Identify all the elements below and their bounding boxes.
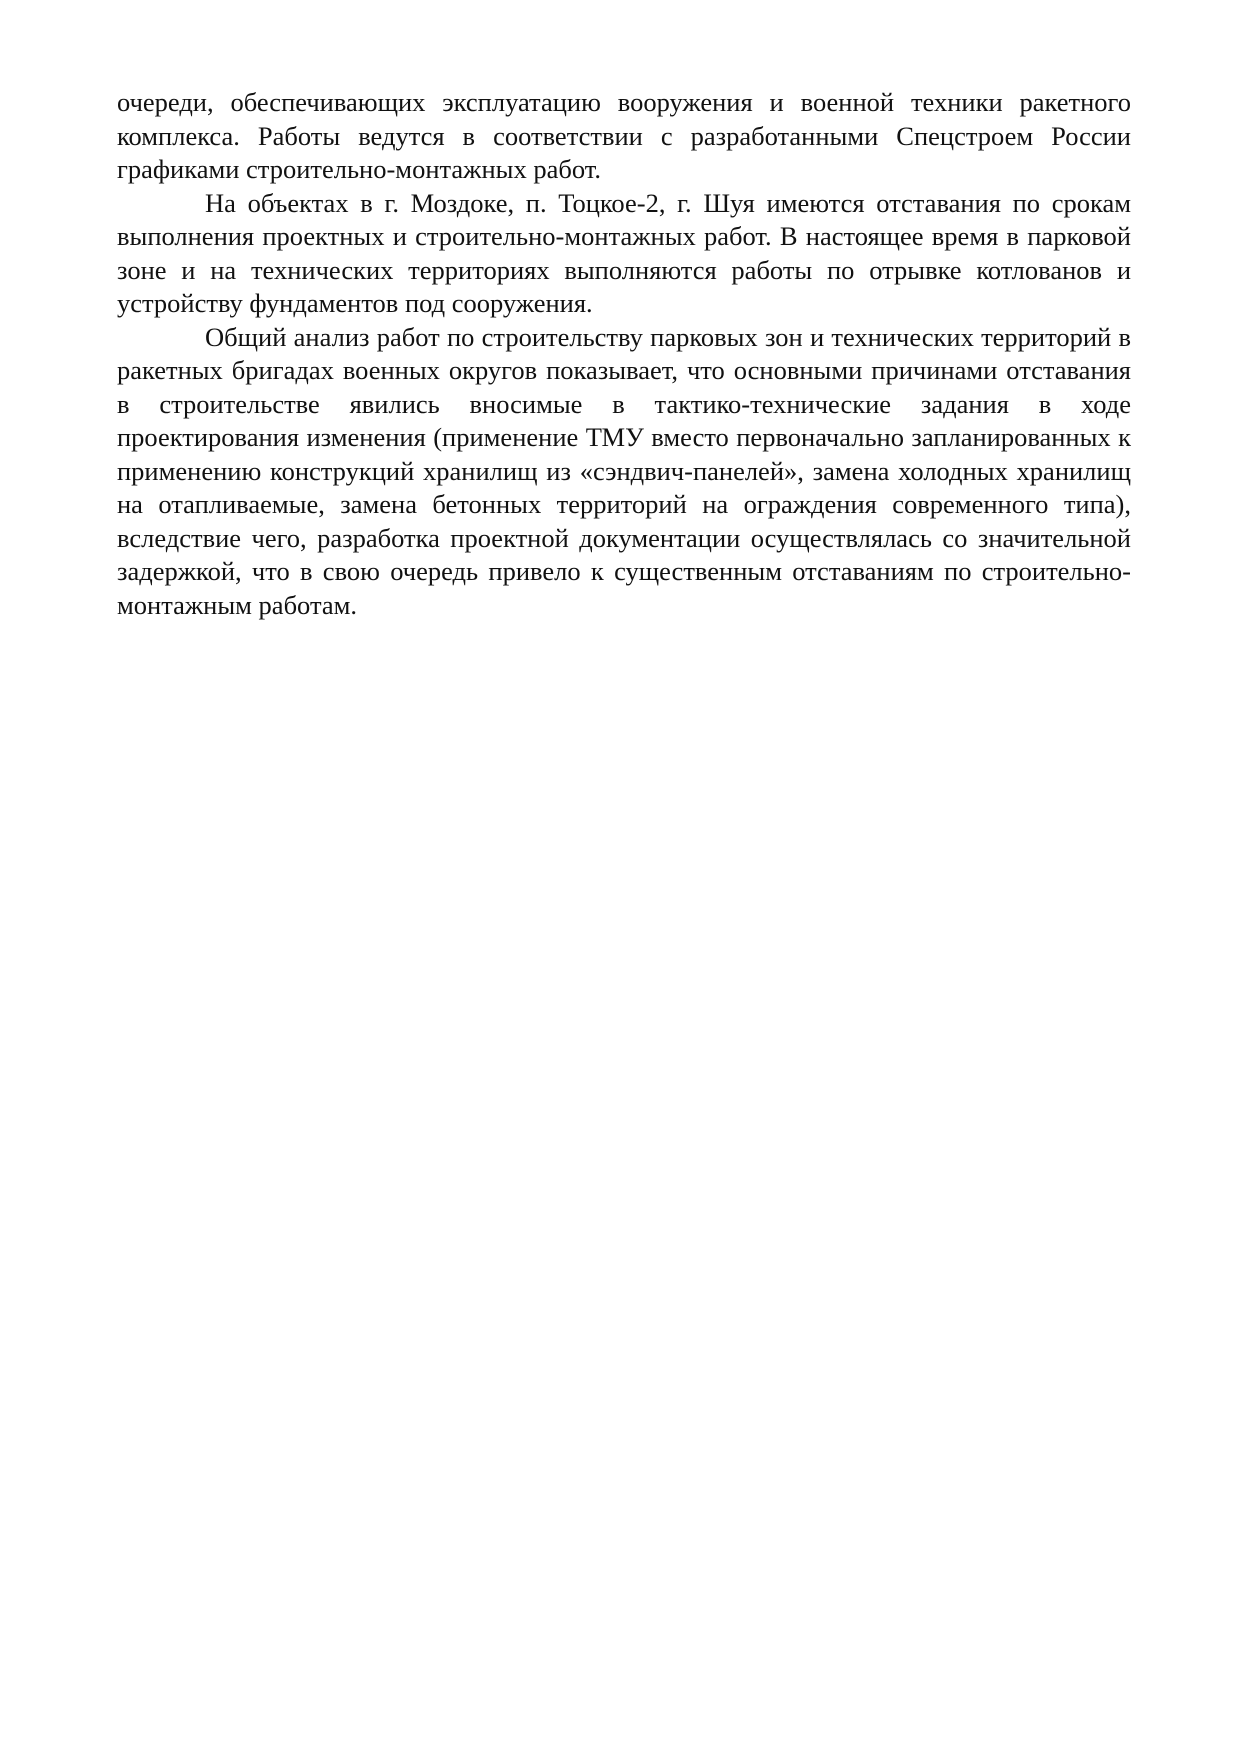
document-body [117, 86, 1131, 622]
paragraph-general-analysis: Общий анализ работ по строительству парковых зон и технических территорий в ракетных бригадах военных округов показывает, что основными причинами отставания в строительстве явились вносимые в тактико-технические задания в ходе проектирования изменения (применение ТМУ вместо первоначально запланированных к применению конструкций хранилищ из «сэндвич-панелей», замена холодных хранилищ на отапливаемые, замена бетонных территорий на ограждения современного типа), вследствие чего, разработка проектной документации осуществлялась со значительной задержкой, что в свою очередь привело к существенным отставаниям по строительно-монтажным работам. [117, 321, 1131, 620]
paragraph-mozdok-delays: На объектах в г. Моздоке, п. Тоцкое-2, г. Шуя имеются отставания по срокам выполнения проектных и строительно-монтажных работ. В настоящее время в парковой зоне и на технических территориях выполняются работы по отрывке котлованов и устройству фундаментов под сооружения. [117, 187, 1131, 318]
paragraph-continuation: очереди, обеспечивающих эксплуатацию вооружения и военной техники ракетного комплекса. Работы ведутся в соответствии с разработанными Спецстроем России графиками строительно-монтажных работ. [117, 87, 1131, 184]
